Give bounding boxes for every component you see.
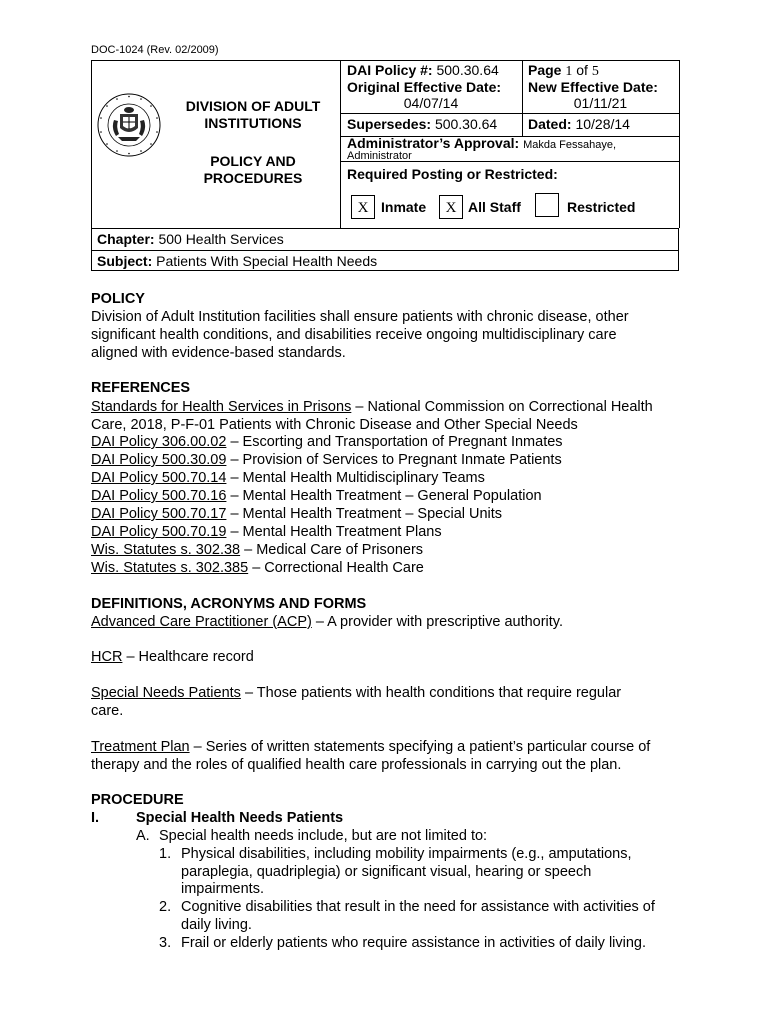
list-item-text: Cognitive disabilities that result in the need for assistance with activities of [181,899,655,915]
definition-special-needs [91,684,621,702]
reference-item [91,433,563,451]
list-item-number: 3. [159,935,172,951]
dated-label: Dated: [528,116,572,132]
reference-desc: – Provision of Services to Pregnant Inmate Patients [226,452,562,468]
table-border [91,60,92,228]
subject [97,253,377,270]
reference-item [91,559,424,577]
reference-link[interactable]: Wis. Statutes s. 302.38 [91,542,241,558]
page-current: 1 [565,64,573,79]
document-type-title [168,153,338,187]
section-number: I. [91,810,100,826]
reference-link[interactable]: DAI Policy 306.00.02 [91,434,227,450]
form-number: DOC-1024 (Rev. 02/2009) [91,44,219,56]
list-item-text: Frail or elderly patients who require assistance in activities of daily living. [181,935,647,951]
list-item-text: paraplegia, quadriplegia) or significant visual, hearing or speech [181,864,592,880]
definition-text: – A provider with prescriptive authority. [311,614,564,630]
inmate-label: Inmate [381,199,427,215]
definition-term: Special Needs Patients [91,685,241,701]
reference-desc: – Mental Health Treatment Plans [226,524,442,540]
definition-acp [91,613,563,631]
list-item-text: impairments. [181,881,264,897]
table-divider [91,250,679,251]
chapter [97,231,284,248]
supersedes-label: Supersedes: [347,116,432,132]
subject-label: Subject: [97,253,153,269]
reference-link[interactable]: Wis. Statutes s. 302.385 [91,560,249,576]
list-item-number: 2. [159,899,172,915]
definition-text-continued: care. [91,703,124,719]
policy-heading: POLICY [91,291,145,307]
chapter-value: 500 Health Services [158,231,284,247]
definition-term: HCR [91,649,123,665]
approval-label: Administrator’s Approval: [347,135,520,151]
document-type-line: POLICY AND [210,153,296,169]
reference-desc: – National Commission on Correctional Health [351,399,653,415]
wisconsin-seal-logo [96,92,162,158]
approval-title: Administrator [347,150,412,162]
list-item-text: Physical disabilities, including mobility impairments (e.g., amputations, [181,846,632,862]
table-divider [340,113,679,114]
reference-desc: – Medical Care of Prisoners [240,542,424,558]
division-title-line: DIVISION OF ADULT [185,98,321,114]
page-total: 5 [591,64,599,79]
reference-desc: – Mental Health Multidisciplinary Teams [226,470,485,486]
definitions-heading: DEFINITIONS, ACRONYMS AND FORMS [91,596,367,612]
table-border [679,60,680,228]
reference-link[interactable]: DAI Policy 500.70.14 [91,470,227,486]
reference-link[interactable]: DAI Policy 500.30.09 [91,452,227,468]
definition-term: Treatment Plan [91,739,190,755]
reference-item [91,469,485,487]
supersedes-value: 500.30.64 [434,116,498,132]
reference-item [91,505,502,523]
policy-number-value: 500.30.64 [436,62,499,78]
original-effective-label: Original Effective Date: [347,79,502,95]
section-title: Special Health Needs Patients [136,810,344,826]
table-border [91,60,679,61]
definition-text: – Series of written statements specifying a patient’s particular course of [189,739,651,755]
reference-link[interactable]: DAI Policy 500.70.17 [91,506,227,522]
definition-hcr [91,648,254,666]
reference-link[interactable]: Standards for Health Services in Prisons [91,399,352,415]
definition-text: – Healthcare record [122,649,254,665]
reference-desc: – Mental Health Treatment – Special Units [226,506,503,522]
subsection-label: A. [136,828,150,844]
division-title-line: INSTITUTIONS [204,115,302,131]
approval-name: Makda Fessahaye, [523,139,616,151]
restricted-label: Restricted [567,199,636,215]
all-staff-label: All Staff [468,199,521,215]
reference-item [91,541,423,559]
policy-line: aligned with evidence-based standards. [91,345,346,361]
original-effective-date: 04/07/14 [403,95,459,111]
policy-line: significant health conditions, and disabilities receive ongoing multidisciplinary care [91,327,617,343]
division-title [168,98,338,132]
chapter-label: Chapter: [97,231,155,247]
subsection-text: Special health needs include, but are not limited to: [159,828,488,844]
policy-number [347,62,499,79]
restricted-checkbox[interactable] [535,193,559,217]
reference-item [91,416,578,434]
new-effective-label: New Effective Date: [528,79,658,95]
all-staff-checkbox[interactable]: X [439,195,463,219]
reference-link[interactable]: DAI Policy 500.70.16 [91,488,227,504]
reference-desc: – Mental Health Treatment – General Population [226,488,542,504]
reference-item [91,451,562,469]
definition-term: Advanced Care Practitioner (ACP) [91,614,312,630]
page-number [528,62,599,80]
reference-desc: Care, 2018, P-F-01 Patients with Chronic Disease and Other Special Needs [91,417,578,433]
list-item-text: daily living. [181,917,252,933]
procedure-heading: PROCEDURE [91,792,184,808]
dated-value: 10/28/14 [575,116,630,132]
policy-number-label: DAI Policy #: [347,62,433,78]
inmate-checkbox[interactable]: X [351,195,375,219]
new-effective-date: 01/11/21 [573,95,628,111]
reference-item [91,398,653,416]
policy-line: Division of Adult Institution facilities shall ensure patients with chronic disease, other [91,309,629,325]
reference-link[interactable]: DAI Policy 500.70.19 [91,524,227,540]
page-of: of [576,62,588,78]
reference-desc: – Escorting and Transportation of Pregnant Inmates [226,434,563,450]
definition-text-continued: therapy and the roles of qualified health care professionals in carrying out the plan. [91,757,622,773]
page-label: Page [528,62,562,78]
reference-item [91,487,542,505]
definition-treatment-plan [91,738,650,756]
reference-item [91,523,442,541]
table-divider [340,60,341,228]
list-item-number: 1. [159,846,172,862]
supersedes [347,116,497,133]
subject-value: Patients With Special Health Needs [156,253,378,269]
dated [528,116,630,133]
reference-desc: – Correctional Health Care [248,560,424,576]
posting-label: Required Posting or Restricted: [347,166,558,182]
references-heading: REFERENCES [91,380,191,396]
definition-text: – Those patients with health conditions that require regular [240,685,622,701]
document-type-line: PROCEDURES [203,170,303,186]
